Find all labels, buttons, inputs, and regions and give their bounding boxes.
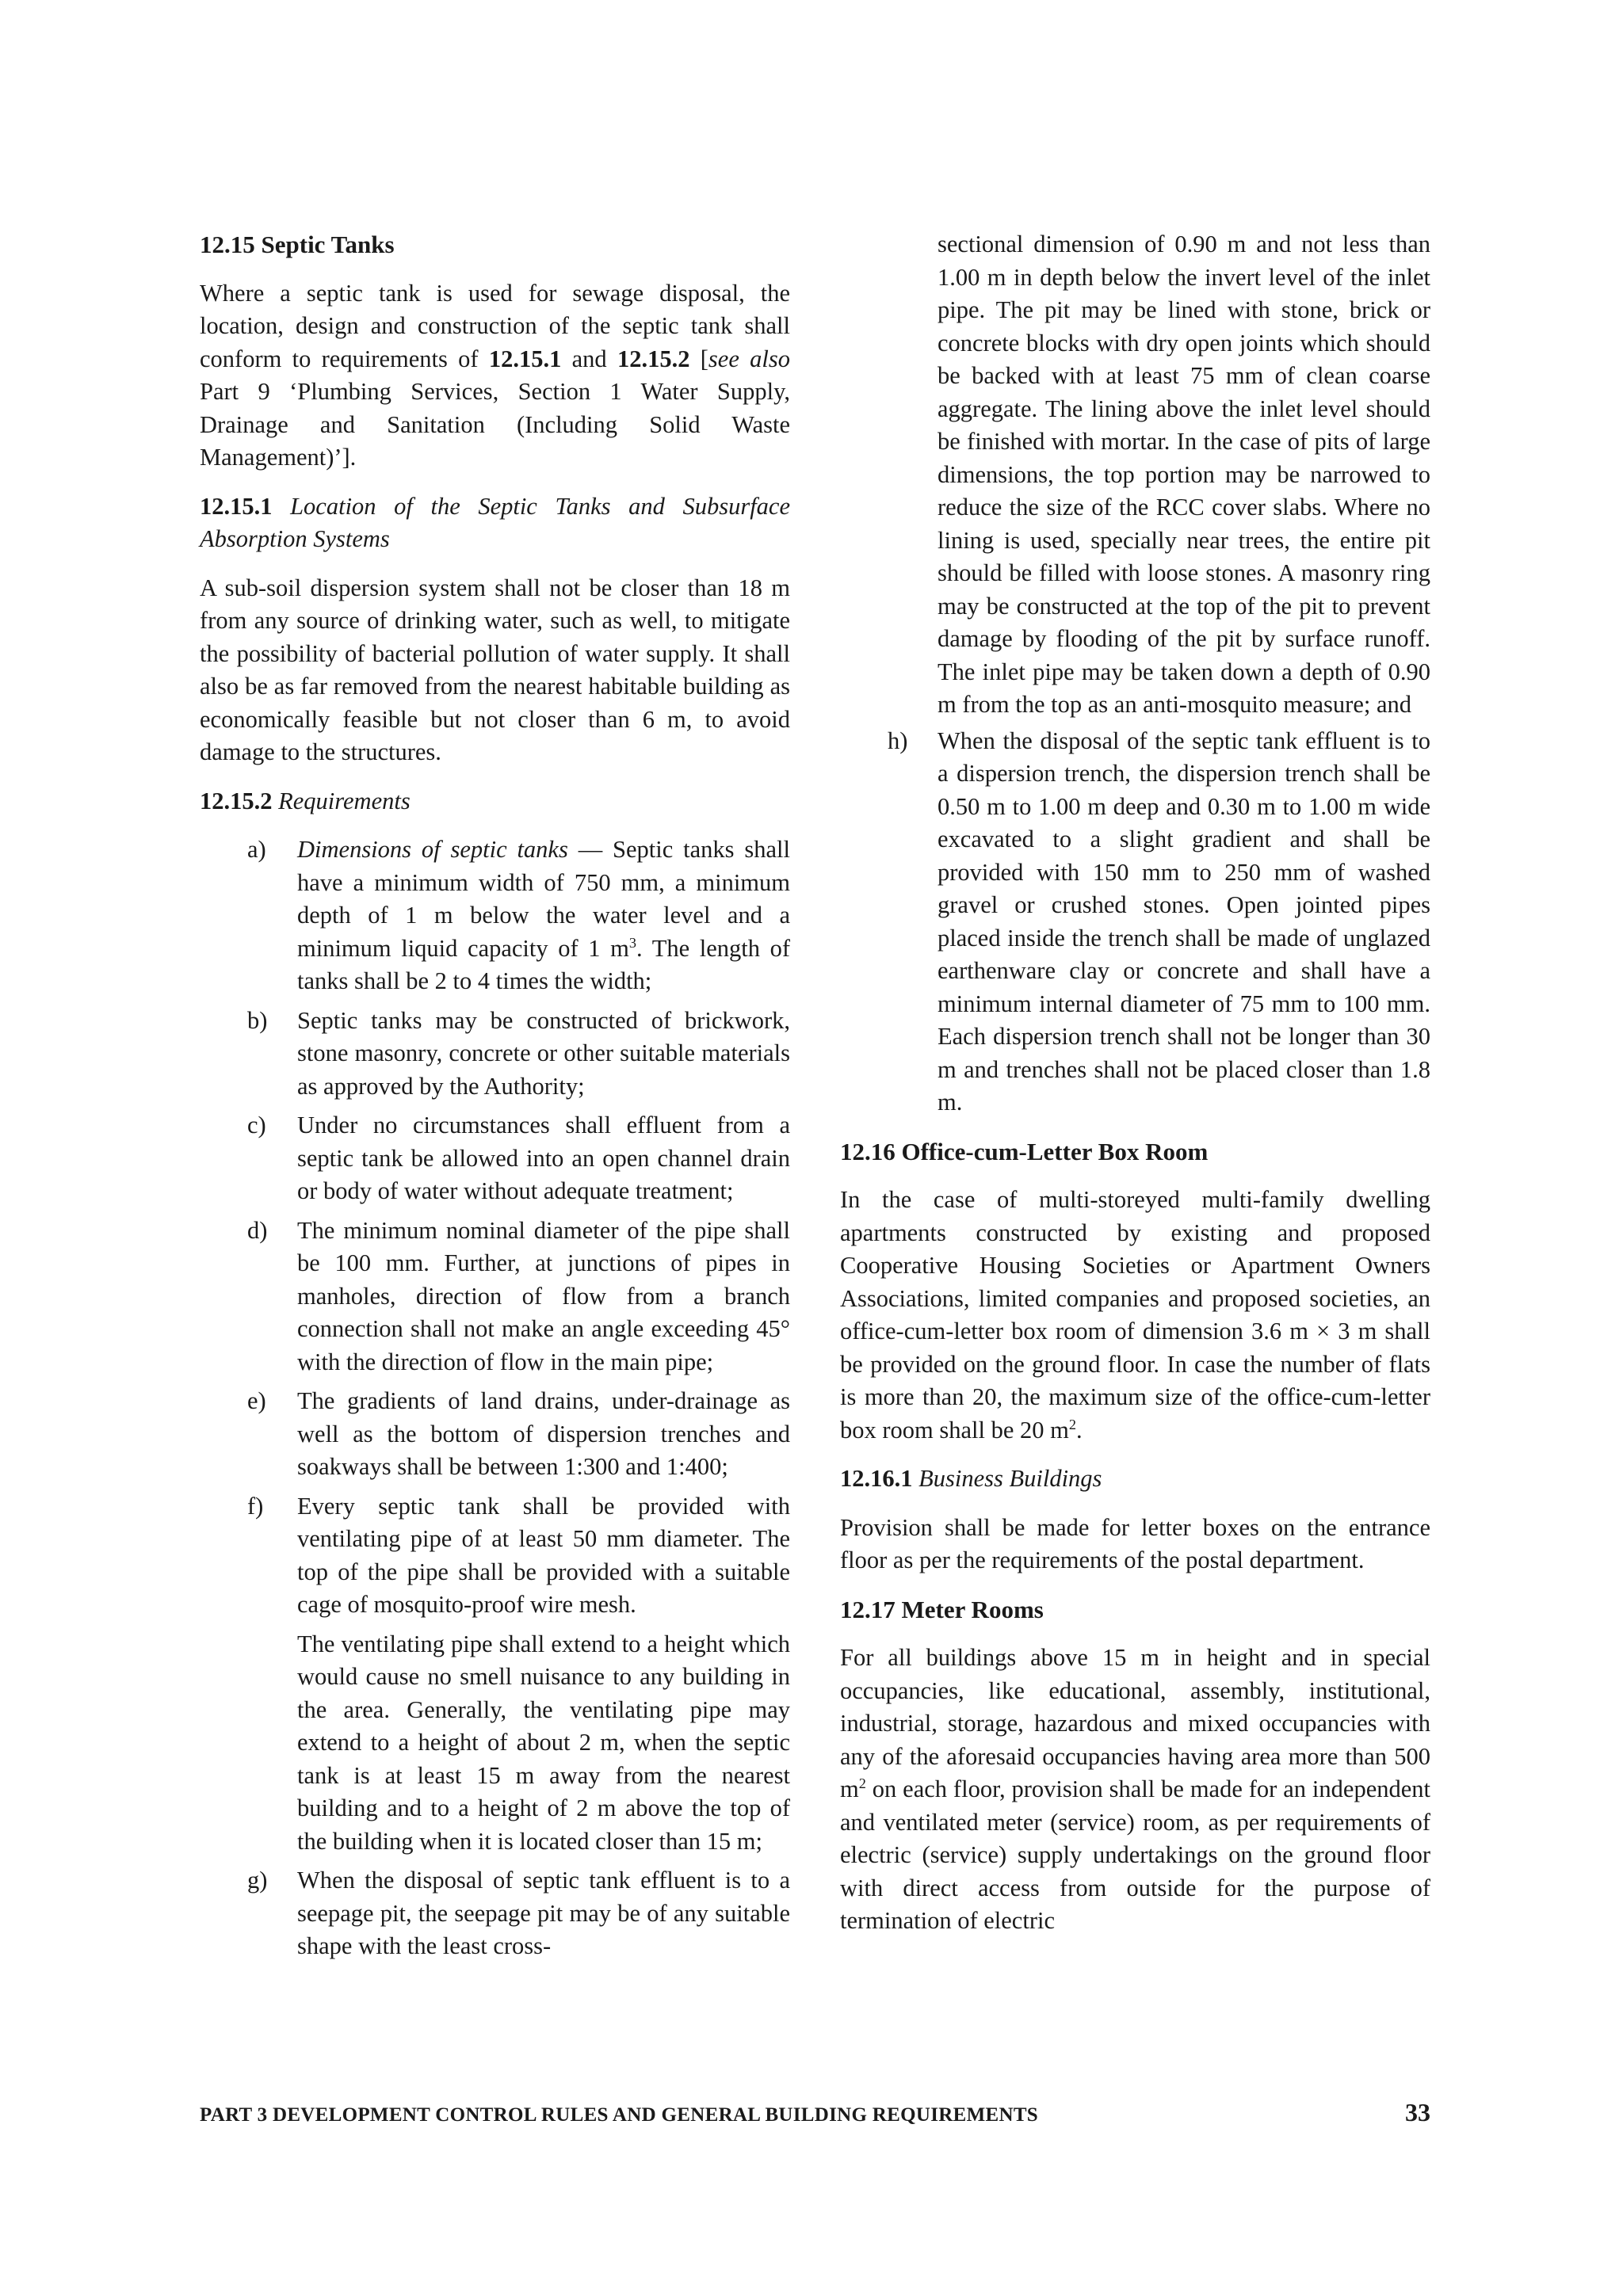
section-12-15-intro: Where a septic tank is used for sewage disposal, the location, design and construction of the septic tank shall conform to requirements of 12.15.1 and 12.15.2 [see also Part 9 ‘Plumbing Services, Section 1 Water Supply, Drainage and Sanitation (Including Solid Waste Management)’].	[200, 279, 790, 471]
section-heading-12-17: 12.17 Meter Rooms	[840, 1595, 1044, 1623]
list-label: a)	[247, 836, 266, 863]
ref-12-15-2: 12.15.2	[617, 345, 690, 372]
list-label: h)	[888, 727, 908, 754]
section-12-16-body: In the case of multi-storeyed multi-family dwelling apartments constructed by existing and proposed Cooperative Housing Societies or Apartment Owners Associations, limited companies and proposed societies, an office-cum-letter box room of dimension 3.6 m × 3 m shall be provided on the ground floor. In case the number of flats is more than 20, the maximum size of the office-cum-letter box room shall be 20 $m^2$.	[840, 1186, 1430, 1444]
subsection-12-15-1-body: A sub-soil dispersion system shall not be closer than 18 m from any source of drinking water, such as well, to mitigate the possibility of bacterial pollution of water supply. It shall also be as far removed from the nearest habitable building as economically feasible but not closer than 6 m, to avoid damage to the structures.	[200, 574, 790, 765]
section-12-17-body: For all buildings above 15 m in height and in special occupancies, like educational, assembly, institutional, industrial, storage, hazardous and mixed occupancies with any of the aforesaid occupancies having area more than 500 $m^2$ on each floor, provision shall be made for an independent and ventilated meter (service) room, as per requirements of electric (service) supply undertakings on the ground floor with direct access from outside for the purpose of termination of electric	[840, 1644, 1430, 1934]
list-label: b)	[247, 1006, 268, 1034]
subsection-12-16-1-body: Provision shall be made for letter boxes on the entrance floor as per the requirements of the postal department.	[840, 1513, 1430, 1573]
list-item-a: a) Dimensions of septic tanks — Septic tanks shall have a minimum width of 750 mm, a minimum depth of 1 m below the water level and a minimum liquid capacity of 1 $m^3$. The length of tanks shall be 2 to 4 times the width;	[200, 833, 790, 998]
footer-part-title: PART 3 DEVELOPMENT CONTROL RULES AND GENERAL BUILDING REQUIREMENTS	[200, 2104, 1038, 2126]
list-item-g: g) When the disposal of septic tank effluent is to a seepage pit, the seepage pit may be of any suitable shape with the least cross-	[200, 1864, 790, 1963]
requirements-list	[200, 833, 790, 1963]
page-number: 33	[1405, 2098, 1430, 2126]
list-label: d)	[247, 1216, 268, 1244]
ref-12-15-1: 12.15.1	[488, 345, 562, 372]
subsection-heading-12-15-1: 12.15.1 Location of the Septic Tanks and Subsurface Absorption Systems	[200, 492, 790, 552]
right-column	[840, 228, 1430, 1954]
list-label: e)	[247, 1387, 266, 1414]
section-heading-12-16: 12.16 Office-cum-Letter Box Room	[840, 1137, 1209, 1165]
subsection-heading-12-15-2: 12.15.2 Requirements	[200, 787, 411, 814]
list-item-e: e) The gradients of land drains, under-drainage as well as the bottom of dispersion trenches and soakways shall be between 1:300 and 1:400;	[200, 1385, 790, 1484]
list-item-b: b) Septic tanks may be constructed of brickwork, stone masonry, concrete or other suitable materials as approved by the Authority;	[200, 1005, 790, 1104]
section-heading-12-15: 12.15 Septic Tanks	[200, 231, 395, 258]
list-item-h: h) When the disposal of the septic tank effluent is to a dispersion trench, the dispersion trench shall be 0.50 m to 1.00 m deep and 0.30 m to 1.00 m wide excavated to a slight gradient and shall be provided with 150 mm to 250 mm of washed gravel or crushed stones. Open jointed pipes placed inside the trench shall be made of unglazed earthenware clay or concrete and shall have a minimum internal diameter of 75 mm to 100 mm. Each dispersion trench shall not be longer than 30 m and trenches shall not be placed closer than 1.8 m.	[840, 725, 1430, 1119]
list-label: g)	[247, 1867, 268, 1894]
subsection-heading-12-16-1: 12.16.1 Business Buildings	[840, 1465, 1102, 1492]
list-item-g-continued: sectional dimension of 0.90 m and not less than 1.00 m in depth below the invert level of the inlet pipe. The pit may be lined with stone, brick or concrete blocks with dry open joints which should be backed with at least 75 mm of clean coarse aggregate. The lining above the inlet level should be finished with mortar. In the case of pits of large dimensions, the top portion may be narrowed to reduce the size of the RCC cover slabs. Where no lining is used, specially near trees, the entire pit should be filled with loose stones. A masonry ring may be constructed at the top of the pit to prevent damage by flooding of the pit by surface runoff. The inlet pipe may be taken down a depth of 0.90 m from the top as an anti-mosquito measure; and	[938, 231, 1430, 718]
list-item-f: f) Every septic tank shall be provided with ventilating pipe of at least 50 mm diameter. The top of the pipe shall be provided with a suitable cage of mosquito-proof wire mesh. The ventilating pipe shall extend to a height which would cause no smell nuisance to any building in the area. Generally, the ventilating pipe may extend to a height of about 2 m, when the septic tank is at least 15 m away from the nearest building and to a height of 2 m above the top of the building when it is located closer than 15 m;	[200, 1490, 790, 1859]
left-column	[200, 228, 790, 1979]
list-label: c)	[247, 1112, 266, 1138]
list-label: f)	[247, 1492, 264, 1520]
list-item-c: c) Under no circumstances shall effluent from a septic tank be allowed into an open channel drain or body of water without adequate treatment;	[200, 1109, 790, 1208]
list-item-d: d) The minimum nominal diameter of the pipe shall be 100 mm. Further, at junctions of pipes in manholes, direction of flow from a branch connection shall not make an angle exceeding 45° with the direction of flow in the main pipe;	[200, 1215, 790, 1379]
